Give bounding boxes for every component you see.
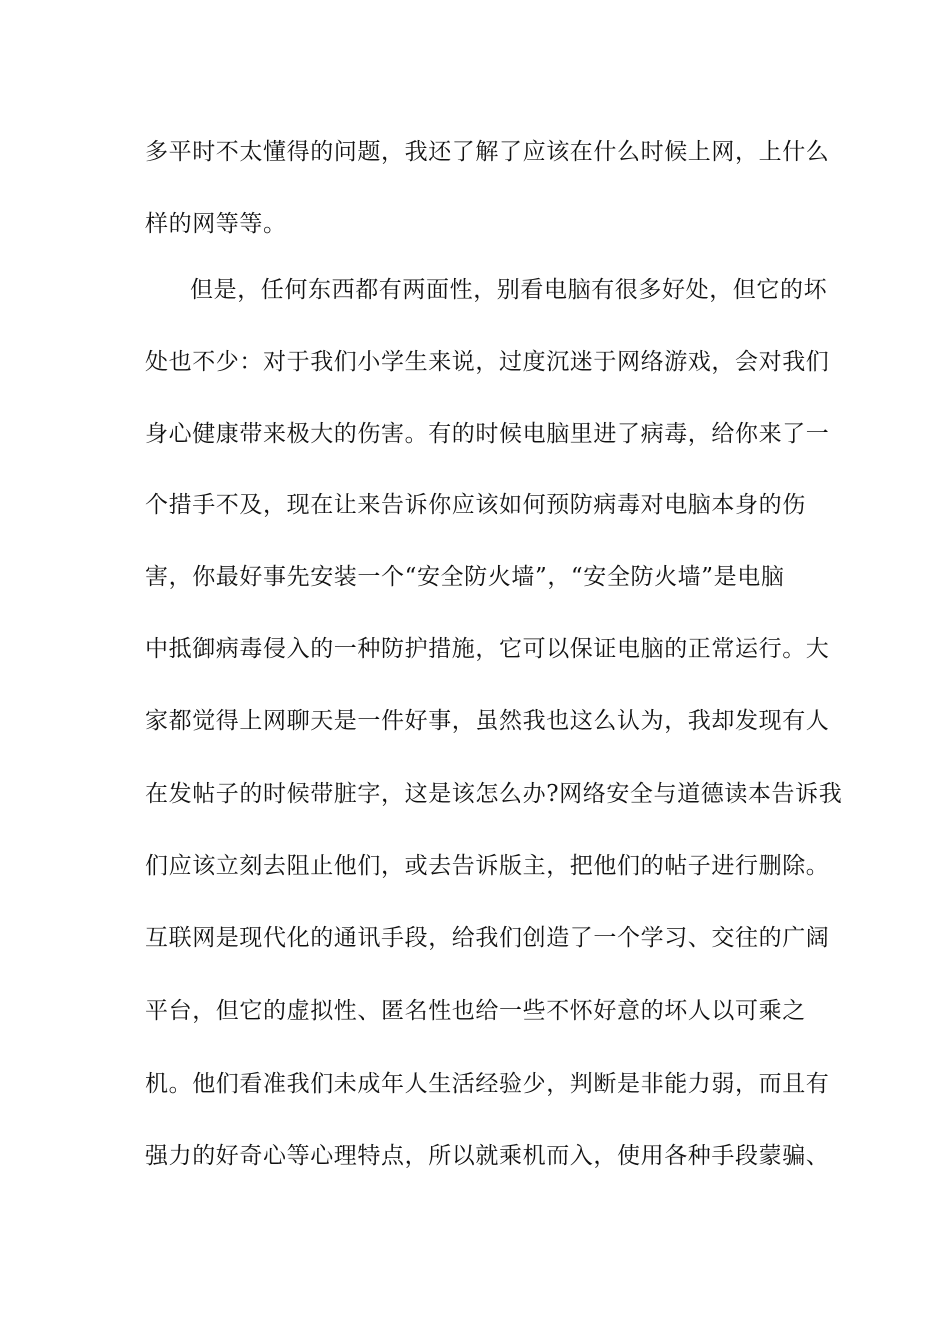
text-line: 互联网是现代化的通讯手段，给我们创造了一个学习、交往的广阔 xyxy=(145,925,830,951)
text-line: 身心健康带来极大的伤害。有的时候电脑里进了病毒，给你来了一 xyxy=(145,421,830,447)
text-line: 家都觉得上网聊天是一件好事，虽然我也这么认为，我却发现有人 xyxy=(145,708,830,734)
text-line: 害，你最好事先安装一个“安全防火墙”，“安全防火墙”是电脑 xyxy=(145,564,785,590)
text-line: 机。他们看准我们未成年人生活经验少，判断是非能力弱，而且有 xyxy=(145,1071,830,1097)
text-line: 处也不少：对于我们小学生来说，过度沉迷于网络游戏，会对我们 xyxy=(145,349,830,375)
text-line: 们应该立刻去阻止他们，或去告诉版主，把他们的帖子进行删除。 xyxy=(145,853,830,879)
text-line: 多平时不太懂得的问题，我还了解了应该在什么时候上网，上什么 xyxy=(145,139,830,165)
text-line: 中抵御病毒侵入的一种防护措施，它可以保证电脑的正常运行。大 xyxy=(145,636,830,662)
paragraph-first-line: 但是，任何东西都有两面性，别看电脑有很多好处，但它的坏 xyxy=(190,277,828,303)
text-line: 强力的好奇心等心理特点，所以就乘机而入，使用各种手段蒙骗、 xyxy=(145,1143,830,1169)
text-line: 平台，但它的虚拟性、匿名性也给一些不怀好意的坏人以可乘之 xyxy=(145,998,806,1024)
text-line: 在发帖子的时候带脏字，这是该怎么办?网络安全与道德读本告诉我 xyxy=(145,781,843,807)
text-line: 个措手不及，现在让来告诉你应该如何预防病毒对电脑本身的伤 xyxy=(145,492,806,518)
text-line: 样的网等等。 xyxy=(145,211,287,237)
